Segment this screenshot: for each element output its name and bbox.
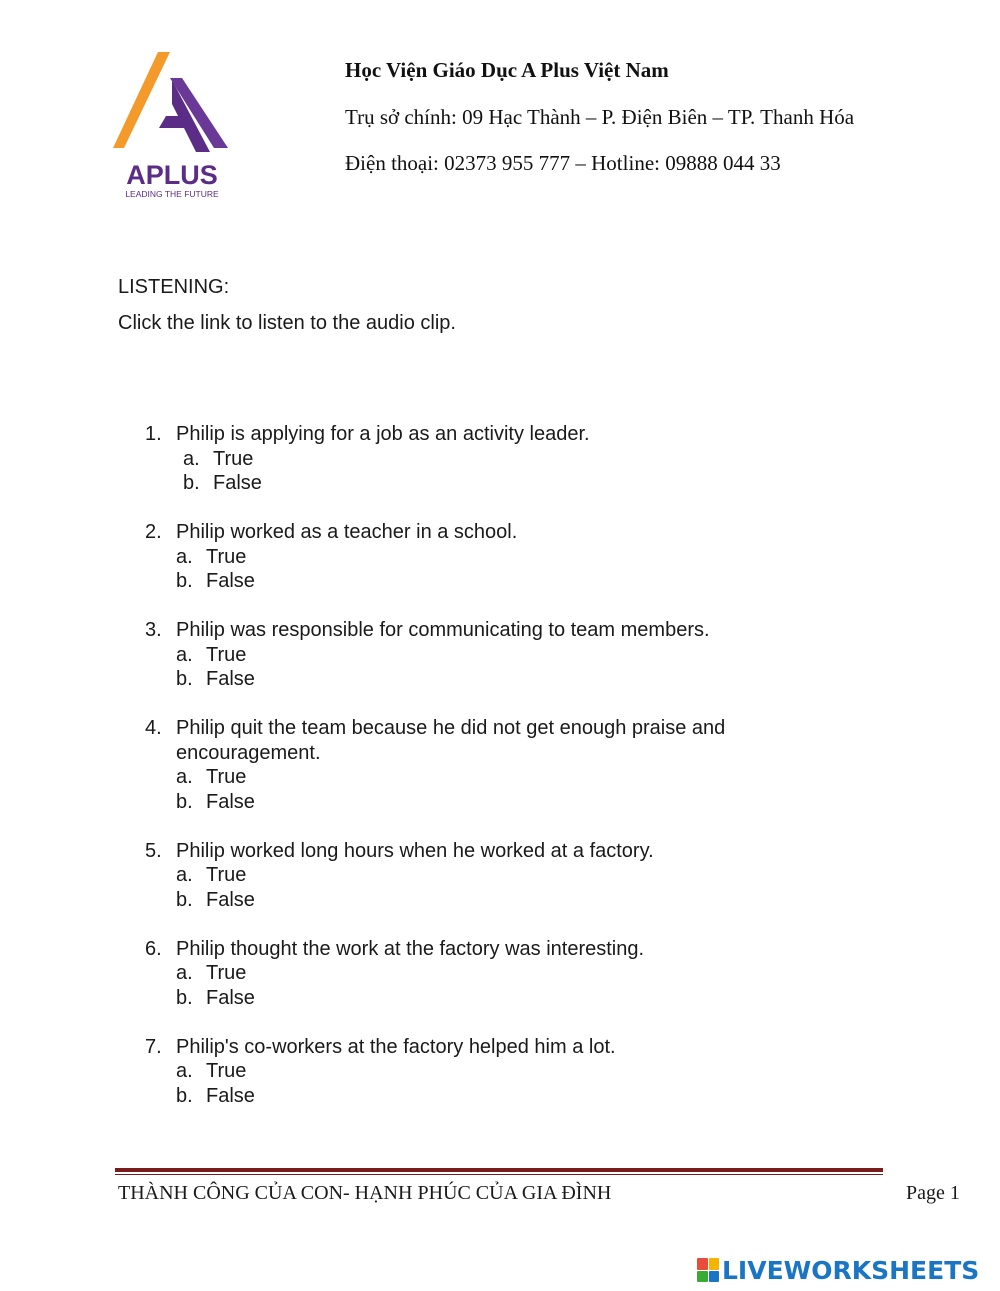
option-label: True: [206, 1060, 247, 1082]
option-letter: b.: [176, 570, 193, 592]
option-label: True: [206, 545, 247, 568]
option-letter: a.: [176, 864, 193, 886]
question-number: 5.: [145, 839, 162, 862]
question-number: 1.: [145, 423, 162, 445]
footer-divider: [115, 1168, 883, 1172]
option-letter: b.: [176, 888, 193, 911]
option-label: True: [206, 643, 247, 666]
option-letter: a.: [176, 766, 193, 788]
watermark-text: LIVEWORKSHEETS: [722, 1255, 980, 1285]
answer-option[interactable]: [176, 961, 845, 986]
option-label: True: [213, 447, 254, 470]
school-address: Trụ sở chính: 09 Hạc Thành – P. Điện Biên – TP. Thanh Hóa: [345, 105, 855, 129]
question-number: 3.: [145, 619, 162, 641]
question-item: [145, 618, 845, 692]
option-letter: a.: [183, 447, 200, 470]
option-letter: b.: [176, 668, 193, 690]
footer-motto: THÀNH CÔNG CỦA CON- HẠNH PHÚC CỦA GIA ĐÌNH: [118, 1182, 612, 1204]
option-label: True: [206, 766, 247, 788]
option-label: False: [206, 1084, 255, 1107]
liveworksheets-icon: [697, 1258, 719, 1282]
option-letter: a.: [176, 962, 193, 984]
question-list: [145, 422, 845, 1133]
liveworksheets-watermark: [697, 1256, 979, 1284]
answer-option[interactable]: [176, 863, 845, 888]
question-text: Philip quit the team because he did not get enough praise and encouragement.: [176, 717, 726, 764]
question-number: 2.: [145, 521, 162, 543]
question-text: Philip worked long hours when he worked at a factory.: [176, 839, 654, 862]
option-label: False: [206, 668, 255, 690]
option-label: True: [206, 864, 247, 886]
question-number: 7.: [145, 1035, 162, 1058]
option-label: False: [213, 472, 262, 494]
question-item: [145, 520, 845, 594]
answer-option[interactable]: [176, 545, 845, 570]
answer-option[interactable]: [176, 1059, 845, 1084]
question-item: [145, 716, 845, 814]
answer-option[interactable]: [176, 1084, 845, 1109]
answer-option[interactable]: [176, 569, 845, 594]
answer-option[interactable]: [176, 790, 845, 815]
instruction-text: Click the link to listen to the audio clip.: [118, 312, 456, 334]
question-item: [145, 839, 845, 913]
logo-brand: APLUS: [126, 160, 218, 190]
answer-option[interactable]: [176, 643, 845, 668]
option-letter: a.: [176, 1060, 193, 1082]
school-phone: Điện thoại: 02373 955 777 – Hotline: 09888 044 33: [345, 151, 781, 175]
answer-option[interactable]: [176, 888, 845, 913]
aplus-logo: [110, 48, 235, 200]
page-number: Page 1: [906, 1182, 960, 1204]
question-item: [145, 1035, 845, 1109]
question-text: Philip is applying for a job as an activity leader.: [176, 423, 590, 445]
answer-option[interactable]: [183, 471, 845, 496]
question-text: Philip thought the work at the factory was interesting.: [176, 937, 645, 960]
question-text: Philip's co-workers at the factory helped him a lot.: [176, 1035, 616, 1058]
question-number: 6.: [145, 937, 162, 960]
logo-tagline: LEADING THE FUTURE: [125, 189, 219, 199]
footer-divider-thin: [115, 1174, 883, 1175]
option-letter: a.: [176, 643, 193, 666]
question-text: Philip worked as a teacher in a school.: [176, 521, 518, 543]
option-letter: a.: [176, 545, 193, 568]
school-name: Học Viện Giáo Dục A Plus Việt Nam: [345, 58, 669, 82]
option-label: False: [206, 888, 255, 911]
option-label: False: [206, 986, 255, 1009]
question-text: Philip was responsible for communicating to team members.: [176, 619, 710, 641]
option-letter: b.: [176, 1084, 193, 1107]
question-item: [145, 422, 845, 496]
option-letter: b.: [176, 986, 193, 1009]
question-number: 4.: [145, 717, 162, 739]
section-label: LISTENING:: [118, 276, 230, 298]
option-label: False: [206, 790, 255, 813]
question-item: [145, 937, 845, 1011]
option-label: False: [206, 570, 255, 592]
option-letter: b.: [176, 790, 193, 813]
answer-option[interactable]: [183, 447, 845, 472]
option-letter: b.: [183, 472, 200, 494]
answer-option[interactable]: [176, 765, 845, 790]
answer-option[interactable]: [176, 986, 845, 1011]
answer-option[interactable]: [176, 667, 845, 692]
option-label: True: [206, 962, 247, 984]
